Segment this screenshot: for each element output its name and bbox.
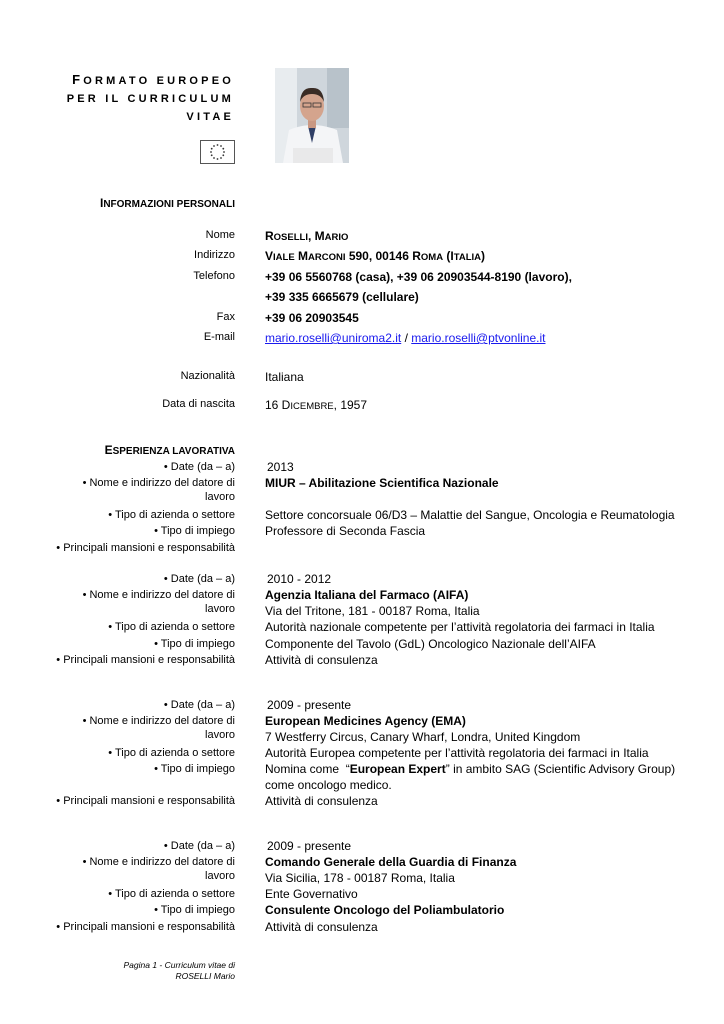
- employer-value: Comando Generale della Guardia di Finanza: [265, 855, 517, 869]
- job-type-label: • Tipo di impiego: [154, 763, 235, 775]
- sector-value: Ente Governativo: [265, 887, 358, 901]
- dates-label: • Date (da – a): [163, 573, 235, 585]
- title-line-1: ORMATO EUROPEO: [83, 75, 234, 87]
- job-type-label: • Tipo di impiego: [154, 525, 235, 537]
- title-line-2: PER IL CURRICULUM: [66, 93, 234, 105]
- job-type-value-cont: come oncologo medico.: [265, 778, 392, 792]
- job-type-value: Nomina come “European Expert” in ambito SAG (Scientific Advisory Group): [265, 762, 676, 776]
- job-type-value: Professore di Seconda Fascia: [265, 524, 426, 538]
- dates-label: • Date (da – a): [163, 461, 235, 473]
- title-line-3: VITAE: [186, 111, 234, 123]
- employer-address: 7 Westferry Circus, Canary Wharf, Londra, United Kingdom: [265, 730, 581, 744]
- footer-owner: ROSELLI Mario: [175, 971, 235, 981]
- employer-address: Via Sicilia, 178 - 00187 Roma, Italia: [265, 871, 455, 885]
- sector-label: • Tipo di azienda o settore: [108, 888, 235, 900]
- dates-value: 2013: [267, 460, 294, 474]
- employer-label: • Nome e indirizzo del datore di lavoro: [82, 477, 235, 503]
- duties-value: Attività di consulenza: [265, 920, 378, 934]
- job-type-label: • Tipo di impiego: [154, 638, 235, 650]
- email-value: mario.roselli@uniroma2.it / mario.roselli@ptvonline.it: [265, 331, 546, 345]
- email-link-uniroma[interactable]: mario.roselli@uniroma2.it: [265, 331, 402, 345]
- dates-label: • Date (da – a): [163, 840, 235, 852]
- phone-value-2: +39 335 6665679 (cellulare): [265, 290, 419, 304]
- eu-flag-icon: [200, 140, 235, 164]
- birth-date-label: Data di nascita: [162, 398, 235, 410]
- dates-value: 2009 - presente: [267, 698, 352, 712]
- dates-value: 2009 - presente: [267, 839, 352, 853]
- fax-value: +39 06 20903545: [265, 311, 359, 325]
- job-type-label: • Tipo di impiego: [154, 904, 235, 916]
- employer-label: • Nome e indirizzo del datore di lavoro: [82, 856, 235, 882]
- sector-label: • Tipo di azienda o settore: [108, 747, 235, 759]
- name-label: Nome: [205, 229, 235, 241]
- dates-label: • Date (da – a): [163, 699, 235, 711]
- birth-date-value: 16 DICEMBRE, 1957: [265, 398, 368, 412]
- title-initial: F: [72, 72, 84, 87]
- phone-label: Telefono: [193, 270, 235, 282]
- phone-value-1: +39 06 5560768 (casa), +39 06 20903544-8190 (lavoro),: [265, 270, 572, 284]
- employer-value: European Medicines Agency (EMA): [265, 714, 466, 728]
- sector-label: • Tipo di azienda o settore: [108, 509, 235, 521]
- nationality-label: Nazionalità: [180, 370, 235, 382]
- fax-label: Fax: [216, 311, 235, 323]
- duties-label: • Principali mansioni e responsabilità: [56, 542, 235, 554]
- sector-value: Settore concorsuale 06/D3 – Malattie del Sangue, Oncologia e Reumatologia: [265, 508, 675, 522]
- email-label: E-mail: [203, 331, 235, 343]
- footer-page-number: Pagina 1 - Curriculum vitae di: [123, 960, 235, 970]
- duties-value: Attività di consulenza: [265, 653, 378, 667]
- job-type-value: Consulente Oncologo del Poliambulatorio: [265, 903, 505, 917]
- address-value: VIALE MARCONI 590, 00146 ROMA (ITALIA): [265, 249, 485, 263]
- duties-label: • Principali mansioni e responsabilità: [56, 795, 235, 807]
- duties-label: • Principali mansioni e responsabilità: [56, 921, 235, 933]
- profile-photo: [275, 68, 349, 163]
- sector-label: • Tipo di azienda o settore: [108, 621, 235, 633]
- duties-label: • Principali mansioni e responsabilità: [56, 654, 235, 666]
- employer-value: MIUR – Abilitazione Scientifica Nazionale: [265, 476, 499, 490]
- address-label: Indirizzo: [194, 249, 235, 261]
- personal-info-heading: INFORMAZIONI PERSONALI: [99, 196, 235, 210]
- job-type-value: Componente del Tavolo (GdL) Oncologico Nazionale dell’AIFA: [265, 637, 596, 651]
- duties-value: Attività di consulenza: [265, 794, 378, 808]
- work-experience-heading: ESPERIENZA LAVORATIVA: [104, 443, 235, 457]
- employer-label: • Nome e indirizzo del datore di lavoro: [82, 715, 235, 741]
- nationality-value: Italiana: [265, 370, 304, 384]
- employer-value: Agenzia Italiana del Farmaco (AIFA): [265, 588, 469, 602]
- employer-address: Via del Tritone, 181 - 00187 Roma, Italia: [265, 604, 480, 618]
- page-footer: [35, 960, 235, 982]
- employer-label: • Nome e indirizzo del datore di lavoro: [82, 589, 235, 615]
- dates-value: 2010 - 2012: [267, 572, 332, 586]
- cv-format-title: [14, 71, 234, 126]
- name-value: ROSELLI, MARIO: [265, 229, 349, 243]
- sector-value: Autorità Europea competente per l’attività regolatoria dei farmaci in Italia: [265, 746, 649, 760]
- sector-value: Autorità nazionale competente per l’attività regolatoria dei farmaci in Italia: [265, 620, 655, 634]
- email-link-ptvonline[interactable]: mario.roselli@ptvonline.it: [411, 331, 546, 345]
